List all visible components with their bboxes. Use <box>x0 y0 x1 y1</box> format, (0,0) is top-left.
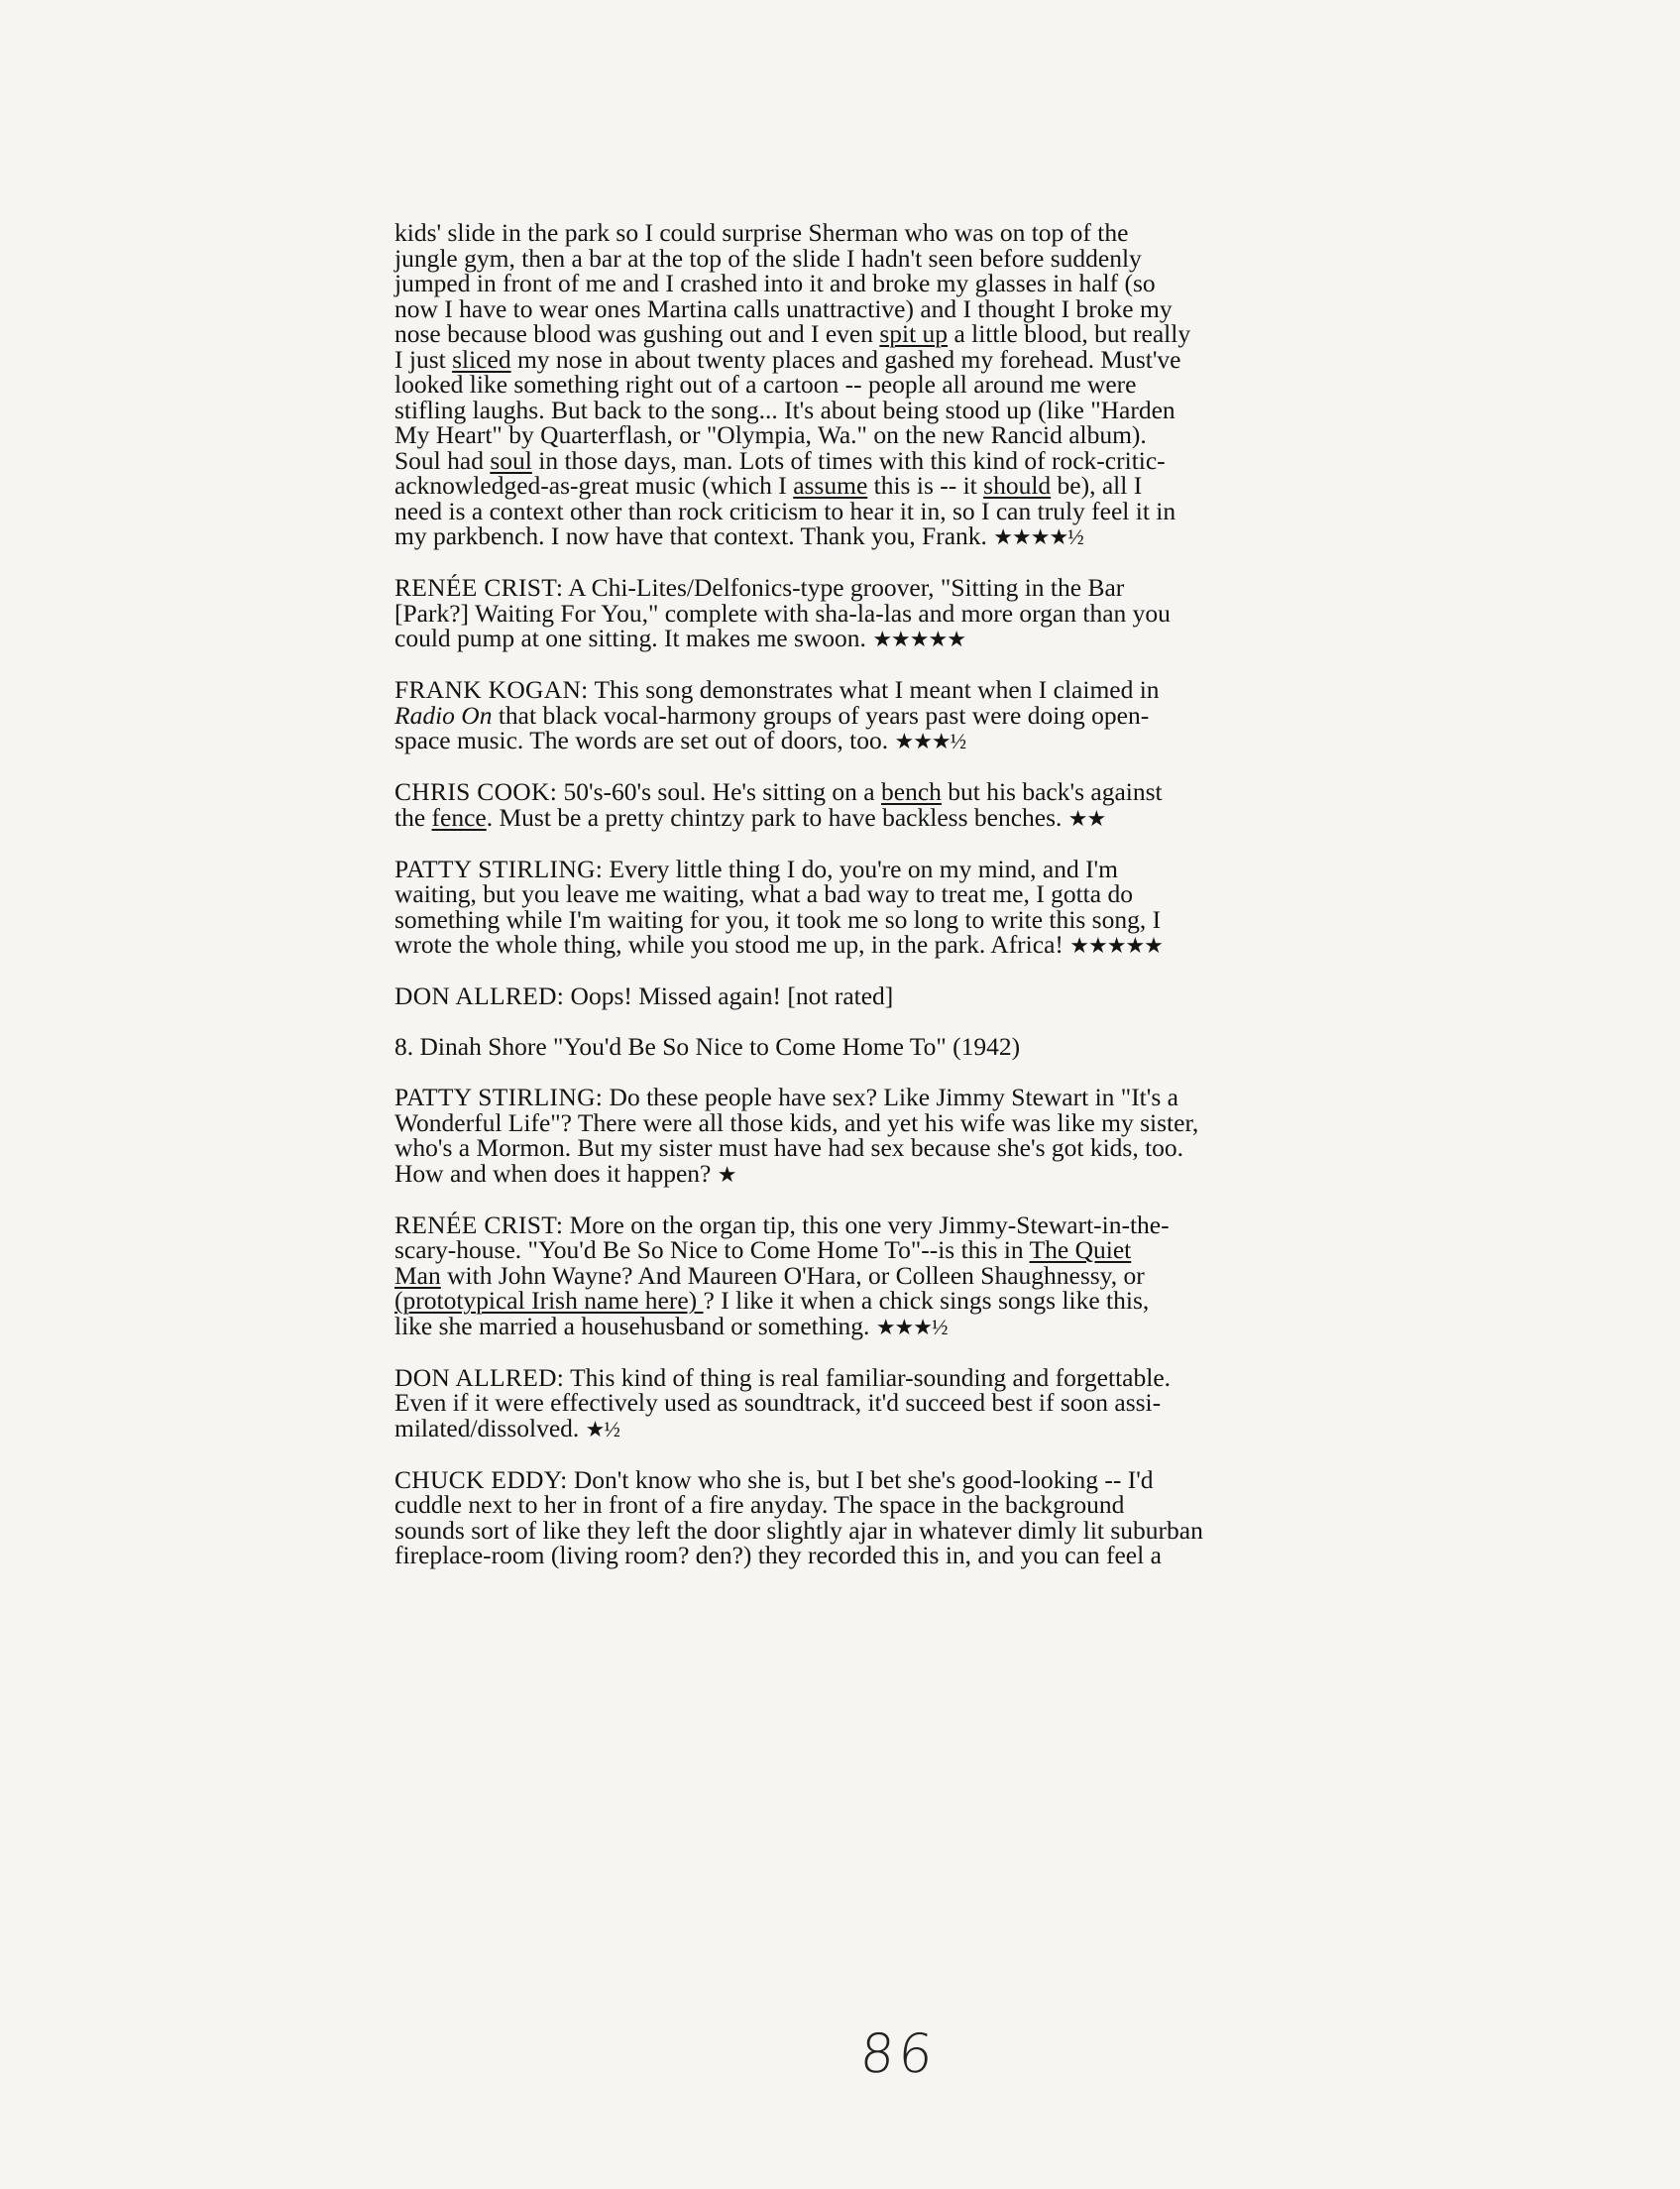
speaker-name: CHUCK EDDY: <box>394 1464 568 1494</box>
star-rating: ★★★★★ <box>1069 933 1163 958</box>
text-line <box>394 445 1465 475</box>
text-line <box>394 904 1465 934</box>
paragraph-p1 <box>394 220 1465 550</box>
text-segment: How and when does it happen? <box>394 1158 718 1188</box>
speaker-name: DON ALLRED: <box>394 1362 565 1392</box>
text-line <box>394 983 1465 1009</box>
underlined-text: The Quiet <box>1029 1235 1132 1264</box>
speaker-name: CHRIS COOK: <box>394 777 558 806</box>
text-line <box>394 626 1465 652</box>
text-segment: . Must be a pretty chintzy park to have backless benches. <box>486 802 1068 832</box>
text-line <box>394 1212 1465 1238</box>
star-rating: ★★★★★ <box>872 627 965 651</box>
paragraph-p9 <box>394 1212 1465 1340</box>
text-line <box>394 293 1465 323</box>
text-segment: the <box>394 802 432 832</box>
text-segment: This kind of thing is real familiar-sounding and forgettable. <box>564 1362 1172 1392</box>
text-line <box>394 523 1465 550</box>
text-segment: Do these people have sex? Like Jimmy Stewart in "It's a <box>603 1083 1178 1111</box>
star-rating: ★★★½ <box>894 729 966 753</box>
text-segment: Wonderful Life"? There were all those kids, and yet his wife was like my sister, <box>394 1107 1199 1137</box>
text-line <box>394 728 1465 754</box>
text-segment: now I have to wear ones Martina calls unattractive) and I thought I broke my <box>394 293 1173 323</box>
text-segment: milated/dissolved. <box>394 1413 586 1442</box>
text-line <box>394 575 1465 601</box>
text-segment: Don't know who she is, but I bet she's good-looking -- I'd <box>567 1464 1154 1494</box>
text-segment: who's a Mormon. But my sister must have had sex because she's got kids, too. <box>394 1133 1184 1162</box>
text-segment: my nose in about twenty places and gashed my forehead. Must've <box>510 344 1181 374</box>
star-rating: ★★★½ <box>875 1314 948 1339</box>
text-line <box>394 1288 1465 1314</box>
speaker-name: PATTY STIRLING: <box>394 1083 604 1111</box>
text-line <box>394 271 1465 296</box>
text-segment: kids' slide in the park so I could surprise Sherman who was on top of the <box>394 218 1129 247</box>
text-line <box>394 321 1465 347</box>
text-segment: Even if it were effectively used as soundtrack, it'd succeed best if soon assi- <box>394 1388 1162 1417</box>
underlined-text: soul <box>490 445 532 475</box>
star-rating: ★ <box>717 1161 736 1187</box>
text-line <box>394 1515 1465 1545</box>
underlined-text: assume <box>793 471 868 500</box>
text-segment: [Park?] Waiting For You," complete with sha-la-las and more organ than you <box>394 598 1171 628</box>
text-line <box>394 881 1465 907</box>
text-line <box>394 1390 1465 1416</box>
text-segment: jungle gym, then a bar at the top of the slide I hadn't seen before suddenly <box>394 243 1142 273</box>
text-segment: acknowledged-as-great music (which I <box>394 471 794 500</box>
text-line <box>394 700 1465 730</box>
paragraph-p8 <box>394 1085 1465 1187</box>
paragraph-p4 <box>394 779 1465 831</box>
underlined-text: should <box>983 471 1052 500</box>
text-segment: Oops! Missed again! [not rated] <box>564 981 894 1010</box>
text-segment: my parkbench. I now have that context. Thank you, Frank. <box>394 521 994 550</box>
text-line <box>394 243 1465 273</box>
speaker-name: RENÉE CRIST: <box>394 1210 564 1239</box>
text-segment: 50's-60's soul. He's sitting on a <box>557 777 881 806</box>
paragraph-p7 <box>394 1034 1465 1060</box>
underlined-text: sliced <box>452 344 511 374</box>
text-line <box>394 1260 1465 1290</box>
paragraph-p10 <box>394 1362 1465 1442</box>
text-segment: looked like something right out of a cartoon -- people all around me were <box>394 370 1137 399</box>
underlined-text: bench <box>881 777 942 806</box>
text-segment: cuddle next to her in front of a fire anyday. The space in the background <box>394 1490 1125 1519</box>
underlined-text: fence <box>431 802 487 832</box>
text-segment: something while I'm waiting for you, it took me so long to write this song, I <box>394 904 1162 934</box>
text-line <box>394 854 1465 883</box>
paragraph-p6 <box>394 983 1465 1009</box>
text-line <box>394 1464 1465 1494</box>
text-line <box>394 677 1465 703</box>
text-line <box>394 598 1465 628</box>
underlined-text: Man <box>394 1260 441 1290</box>
text-segment: More on the organ tip, this one very Jimmy-Stewart-in-the- <box>563 1210 1170 1239</box>
text-line <box>394 422 1465 448</box>
document-page <box>394 220 1465 1593</box>
text-line <box>394 344 1465 374</box>
text-segment: nose because blood was gushing out and I even <box>394 319 880 348</box>
text-line <box>394 1135 1465 1161</box>
text-segment: I just <box>394 344 453 374</box>
text-segment: like she married a househusband or something. <box>394 1311 876 1340</box>
text-segment: but his back's against <box>941 777 1163 806</box>
text-line <box>394 372 1465 398</box>
text-line <box>394 1085 1465 1110</box>
text-line <box>394 220 1465 246</box>
underlined-text: spit up <box>879 319 949 348</box>
text-segment: this is -- it <box>867 471 984 500</box>
text-line <box>394 1492 1465 1518</box>
text-segment: a little blood, but really <box>948 319 1191 348</box>
text-segment: be), all I <box>1051 471 1143 500</box>
text-line <box>394 496 1465 525</box>
text-segment: scary-house. "You'd Be So Nice to Come Home To"--is this in <box>394 1235 1030 1264</box>
star-rating: ★★★★½ <box>993 524 1083 549</box>
text-segment: that black vocal-harmony groups of years past were doing open- <box>492 700 1150 730</box>
text-line <box>394 1237 1465 1263</box>
speaker-name: DON ALLRED: <box>394 981 565 1010</box>
paragraph-p11 <box>394 1464 1465 1569</box>
text-segment: space music. The words are set out of doors, too. <box>394 726 895 754</box>
text-segment: waiting, but you leave me waiting, what a bad way to treat me, I gotta do <box>394 879 1133 908</box>
text-segment: wrote the whole thing, while you stood me up, in the park. Africa! <box>394 930 1070 959</box>
text-segment: stifling laughs. But back to the song... It's about being stood up (like "Harden <box>394 395 1176 424</box>
text-segment: in those days, man. Lots of times with this kind of rock-critic- <box>531 445 1166 475</box>
speaker-name: FRANK KOGAN: <box>394 675 589 704</box>
page-number: 86 <box>857 2022 939 2085</box>
text-line <box>394 802 1465 832</box>
paragraph-p5 <box>394 854 1465 959</box>
text-segment: jumped in front of me and I crashed into it and broke my glasses in half (so <box>394 269 1156 297</box>
text-segment: This song demonstrates what I meant when I claimed in <box>588 675 1160 704</box>
speaker-name: RENÉE CRIST: <box>394 573 564 602</box>
text-segment: could pump at one sitting. It makes me swoon. <box>394 624 873 652</box>
text-segment: My Heart" by Quarterflash, or "Olympia, Wa." on the new Rancid album). <box>394 420 1147 449</box>
text-line <box>394 779 1465 805</box>
text-line <box>394 1034 1465 1060</box>
paragraph-p3 <box>394 677 1465 754</box>
text-segment: 8. Dinah Shore "You'd Be So Nice to Come Home To" (1942) <box>394 1032 1021 1061</box>
star-rating: ★½ <box>585 1416 619 1441</box>
text-line <box>394 1413 1465 1442</box>
text-segment: ? I like it when a chick sings songs like this, <box>703 1286 1150 1315</box>
text-segment: A Chi-Lites/Delfonics-type groover, "Sitting in the Bar <box>563 573 1125 602</box>
text-line <box>394 1543 1465 1568</box>
text-line <box>394 1311 1465 1340</box>
text-segment: Soul had <box>394 445 491 475</box>
text-segment: fireplace-room (living room? den?) they recorded this in, and you can feel a <box>394 1541 1162 1569</box>
text-segment: need is a context other than rock criticism to hear it in, so I can truly feel it in <box>394 496 1176 525</box>
text-line <box>394 1362 1465 1392</box>
text-segment: sounds sort of like they left the door slightly ajar in whatever dimly lit suburban <box>394 1515 1203 1545</box>
text-line <box>394 395 1465 424</box>
text-segment: Every little thing I do, you're on my mind, and I'm <box>603 854 1118 883</box>
star-rating: ★★ <box>1067 805 1106 831</box>
text-line <box>394 1107 1465 1137</box>
text-line <box>394 1158 1465 1188</box>
text-line <box>394 932 1465 959</box>
italic-title: Radio On <box>394 700 493 730</box>
text-line <box>394 473 1465 499</box>
text-segment: with John Wayne? And Maureen O'Hara, or Colleen Shaughnessy, or <box>440 1260 1145 1290</box>
speaker-name: PATTY STIRLING: <box>394 854 604 883</box>
paragraph-p2 <box>394 575 1465 652</box>
underlined-text: (prototypical Irish name here) <box>394 1286 704 1315</box>
